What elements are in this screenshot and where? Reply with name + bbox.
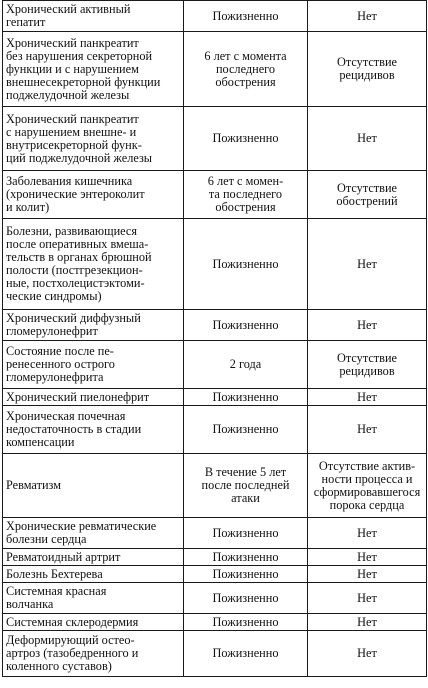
period-cell: 2 года [184,341,308,389]
disease-cell: Хронический панкреатит без нарушения секреторной функции и с нарушением внешнесекреторной функции поджелудочной железы [3,32,184,107]
period-cell: Пожизненно [184,518,308,549]
table-row [3,518,427,549]
period-cell: Пожизненно [184,566,308,583]
outcome-cell: Нет [308,406,427,454]
outcome-cell: Нет [308,549,427,566]
period-cell: В течение 5 лет после последней атаки [184,454,308,518]
table-row [3,219,427,310]
table-row [3,454,427,518]
period-cell: Пожизненно [184,631,308,677]
disease-cell: Болезнь Бехтерева [3,566,184,583]
outcome-cell: Отсутствие рецидивов [308,341,427,389]
outcome-cell: Нет [308,566,427,583]
table-row [3,614,427,631]
period-cell: Пожизненно [184,107,308,171]
outcome-cell: Отсутствие рецидивов [308,32,427,107]
table-row [3,341,427,389]
disease-table [2,0,427,677]
disease-cell: Хронический активный гепатит [3,1,184,32]
table-row [3,310,427,341]
period-cell: 6 лет с момен- та последнего обострения [184,171,308,219]
outcome-cell: Нет [308,631,427,677]
period-cell: Пожизненно [184,583,308,614]
table-row [3,171,427,219]
outcome-cell: Нет [308,107,427,171]
period-cell: 6 лет с момента последнего обострения [184,32,308,107]
period-cell: Пожизненно [184,549,308,566]
disease-cell: Хронические ревматические болезни сердца [3,518,184,549]
outcome-cell: Отсутствие актив- ности процесса и сформировавшегося порока сердца [308,454,427,518]
table-row [3,631,427,677]
outcome-cell: Нет [308,518,427,549]
outcome-cell: Нет [308,219,427,310]
disease-cell: Болезни, развивающиеся после оперативных вмеша- тельств в органах брюшной полости (постгрезекцион- ные, постхолецистэктоми- ческие синдромы) [3,219,184,310]
disease-cell: Системная красная волчанка [3,583,184,614]
period-cell: Пожизненно [184,406,308,454]
table-row [3,583,427,614]
disease-cell: Хронический пиелонефрит [3,389,184,406]
outcome-cell: Нет [308,614,427,631]
period-cell: Пожизненно [184,389,308,406]
disease-cell: Заболевания кишечника (хронические энтероколит и колит) [3,171,184,219]
disease-cell: Деформирующий остео- артроз (тазобедренного и коленного суставов) [3,631,184,677]
table-row [3,549,427,566]
table-row [3,1,427,32]
disease-cell: Системная склеродермия [3,614,184,631]
period-cell: Пожизненно [184,1,308,32]
outcome-cell: Нет [308,583,427,614]
outcome-cell: Нет [308,1,427,32]
period-cell: Пожизненно [184,219,308,310]
disease-cell: Ревматизм [3,454,184,518]
table-row [3,107,427,171]
table-row [3,566,427,583]
period-cell: Пожизненно [184,614,308,631]
outcome-cell: Нет [308,389,427,406]
outcome-cell: Отсутствие обострений [308,171,427,219]
disease-cell: Ревматоидный артрит [3,549,184,566]
disease-cell: Хроническая почечная недостаточность в стадии компенсации [3,406,184,454]
table-row [3,406,427,454]
disease-cell: Состояние после пе- ренесенного острого гломерулонефрита [3,341,184,389]
table-row [3,389,427,406]
disease-cell: Хронический панкреатит с нарушением внешне- и внутрисекреторной функ- ций поджелудочной железы [3,107,184,171]
outcome-cell: Нет [308,310,427,341]
disease-cell: Хронический диффузный гломерулонефрит [3,310,184,341]
period-cell: Пожизненно [184,310,308,341]
table-row [3,32,427,107]
